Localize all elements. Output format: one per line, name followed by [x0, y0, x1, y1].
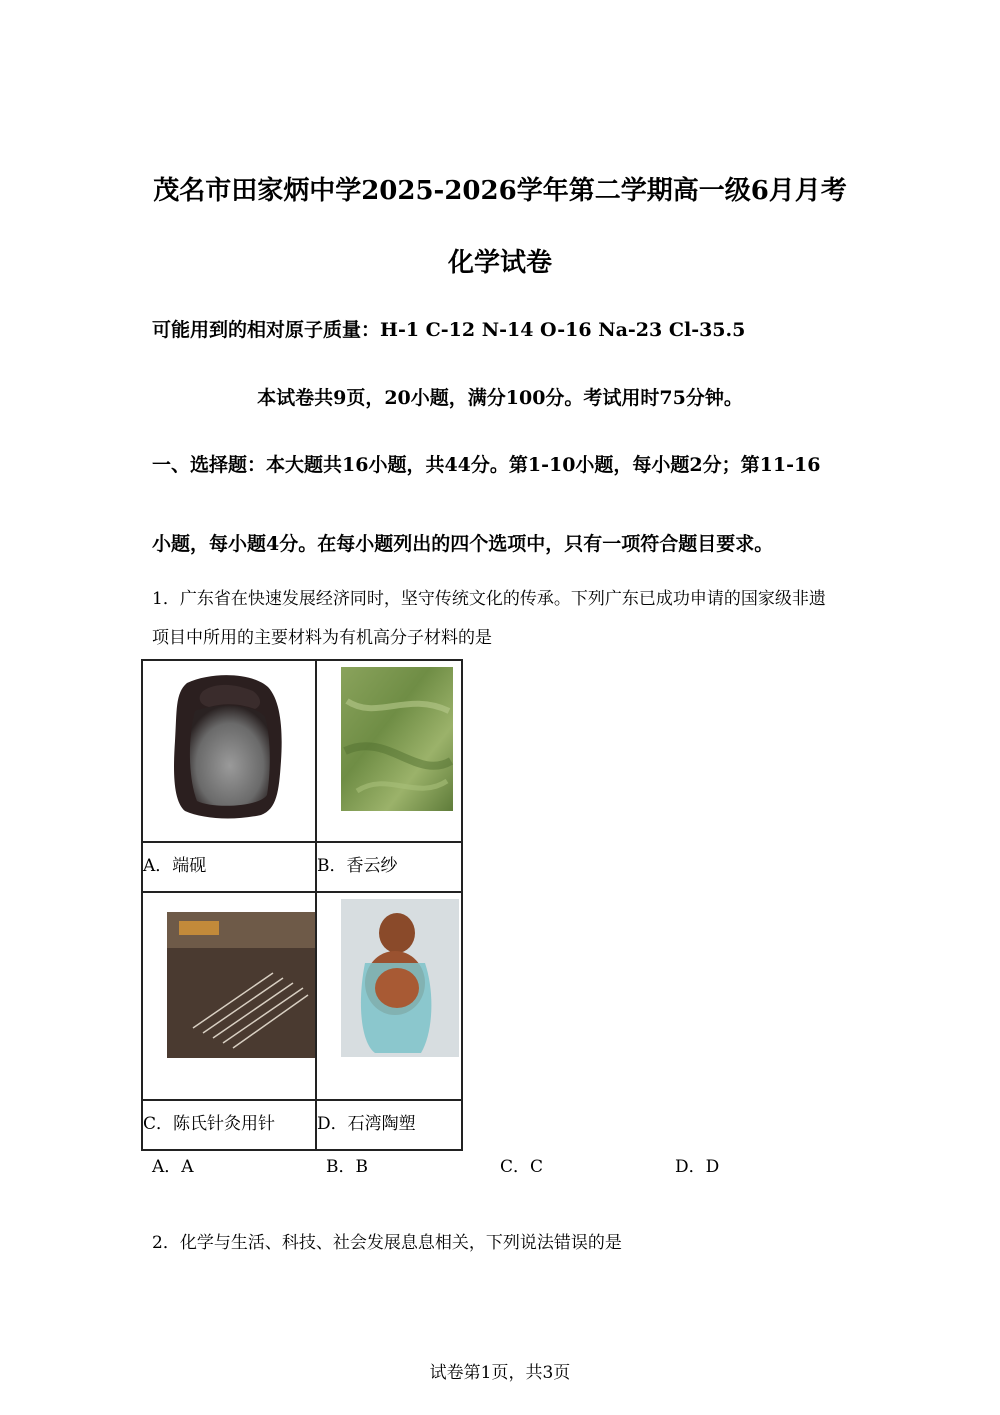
answer-option-a[interactable]: A．A — [152, 1157, 194, 1177]
answer-option-d[interactable]: D．D — [675, 1157, 720, 1177]
question-1-image-table — [141, 659, 463, 1151]
cell-d-image — [316, 892, 462, 1100]
answer-option-b[interactable]: B．B — [326, 1157, 368, 1177]
ceramic-figurine-photo — [317, 893, 461, 1099]
section-heading-line2: 小题，每小题4分。在每小题列出的四个选项中，只有一项符合题目要求。 — [152, 533, 774, 555]
atomic-masses: 可能用到的相对原子质量：H-1 C-12 N-14 O-16 Na-23 Cl-35.5 — [152, 319, 746, 341]
option-a-caption: A．端砚 — [142, 842, 316, 892]
cell-c-image — [142, 892, 316, 1100]
answer-option-c[interactable]: C．C — [500, 1157, 544, 1177]
question-1-text-line1: 1．广东省在快速发展经济同时，坚守传统文化的传承。下列广东已成功申请的国家级非遗 — [152, 589, 826, 609]
exam-title: 茂名市田家炳中学2025-2026学年第二学期高一级6月月考 — [153, 176, 847, 206]
question-2-text: 2．化学与生活、科技、社会发展息息相关，下列说法错误的是 — [152, 1233, 622, 1253]
exam-info: 本试卷共9页，20小题，满分100分。考试用时75分钟。 — [257, 387, 743, 409]
option-d-caption: D．石湾陶塑 — [316, 1100, 462, 1150]
question-1-text-line2: 项目中所用的主要材料为有机高分子材料的是 — [152, 628, 492, 648]
inkstone-photo — [143, 661, 315, 841]
cell-b-image — [316, 660, 462, 842]
cell-a-image — [142, 660, 316, 842]
silk-fabric-photo — [317, 661, 461, 841]
acupuncture-needles-photo — [143, 893, 315, 1099]
option-c-caption: C．陈氏针灸用针 — [142, 1100, 316, 1150]
option-b-caption: B．香云纱 — [316, 842, 462, 892]
page-footer: 试卷第1页，共3页 — [429, 1363, 571, 1383]
section-heading-line1: 一、选择题：本大题共16小题，共44分。第1-10小题，每小题2分；第11-16 — [152, 454, 821, 476]
exam-subject: 化学试卷 — [447, 248, 552, 278]
